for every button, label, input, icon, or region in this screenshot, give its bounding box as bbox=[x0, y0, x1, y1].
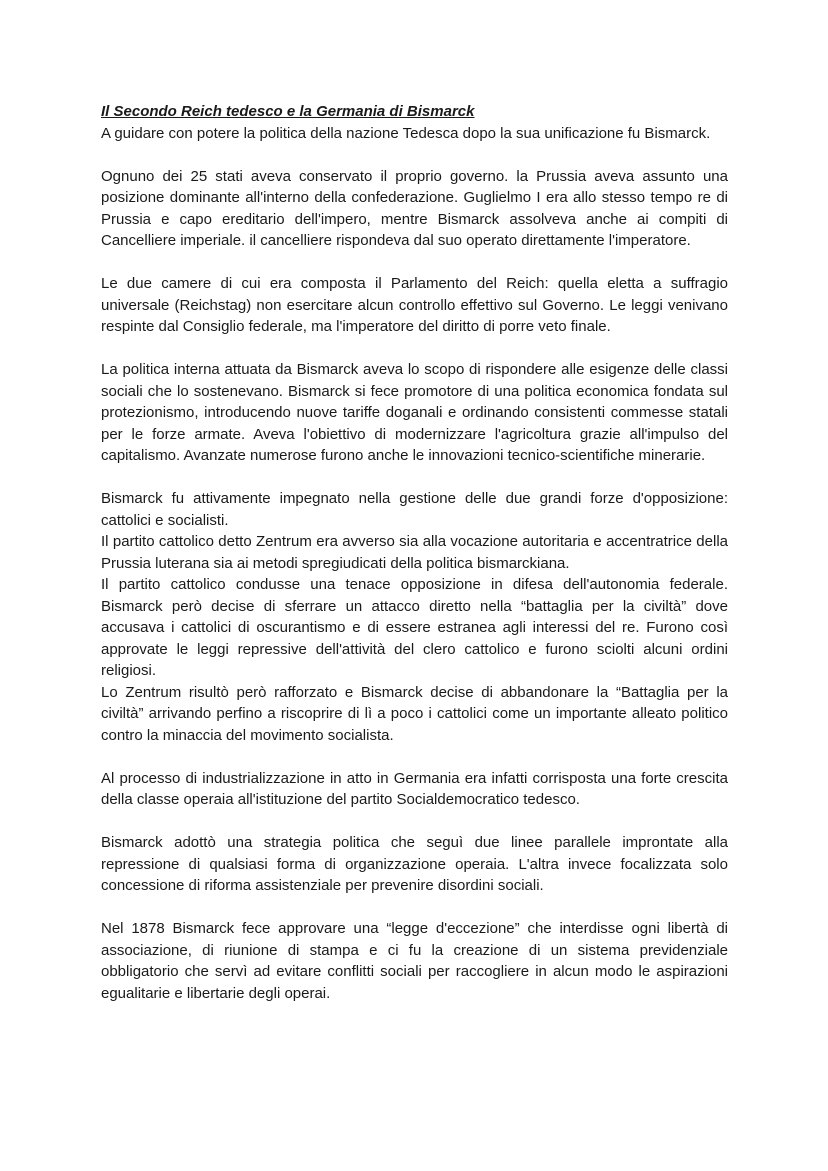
paragraph-opposizione: Bismarck fu attivamente impegnato nella gestione delle due grandi forze d'opposizione: cattolici e socialisti. bbox=[101, 490, 728, 529]
paragraph-battaglia: Il partito cattolico condusse una tenace opposizione in difesa dell'autonomia federale. Bismarck però decise di sferrare un attacco diretto nella “battaglia per la civiltà” dove accusava i cattolici di oscurantismo e di essere estranea agli interessi del re. Furono così approvate le leggi repressive dell'attività del clero cattolico e furono sciolti alcuni ordini religiosi. bbox=[101, 576, 728, 679]
paragraph-politica-interna: La politica interna attuata da Bismarck aveva lo scopo di rispondere alle esigenze delle classi sociali che lo sostenevano. Bismarck si fece promotore di una politica economica fondata sul protezionismo, introducendo nuove tariffe doganali e ordinando consistenti commesse statali per le forze armate. Aveva l'obiettivo di modernizzare l'agricoltura grazie all'impulso del capitalismo. Avanzate numerose furono anche le innovazioni tecnico-scientifiche minerarie. bbox=[101, 361, 728, 464]
paragraph-parlamento: Le due camere di cui era composta il Parlamento del Reich: quella eletta a suffragio universale (Reichstag) non esercitare alcun controllo effettivo sul Governo. Le leggi venivano respinte dal Consiglio federale, ma l'imperatore del diritto di porre veto finale. bbox=[101, 275, 728, 335]
intro-line: A guidare con potere la politica della nazione Tedesca dopo la sua unificazione fu Bismarck. bbox=[101, 124, 711, 142]
paragraph-zentrum: Il partito cattolico detto Zentrum era avverso sia alla vocazione autoritaria e accentratrice della Prussia luterana sia ai metodi spregiudicati della politica bismarckiana. bbox=[101, 533, 728, 572]
paragraph-industrializzazione: Al processo di industrializzazione in atto in Germania era infatti corrisposta una forte crescita della classe operaia all'istituzione del partito Socialdemocratico tedesco. bbox=[101, 769, 728, 808]
paragraph-strategia: Bismarck adottò una strategia politica che seguì due linee parallele improntate alla repressione di qualsiasi forma di organizzazione operaia. L'altra invece focalizzata solo concessione di riforma assistenziale per prevenire disordini sociali. bbox=[101, 834, 728, 894]
paragraph-zentrum-rafforzato: Lo Zentrum risultò però rafforzato e Bismarck decise di abbandonare la “Battaglia per la civiltà” arrivando perfino a riscoprire di lì a poco i cattolici come un importante alleato politico contro la minaccia del movimento socialista. bbox=[101, 683, 728, 744]
paragraph-stati: Ognuno dei 25 stati aveva conservato il proprio governo. la Prussia aveva assunto una posizione dominante all'interno della confederazione. Guglielmo I era allo stesso tempo re di Prussia e capo ereditario dell'impero, mentre Bismarck assolveva anche ai compiti di Cancelliere imperiale. il cancelliere rispondeva dal suo operato direttamente l'imperatore. bbox=[101, 167, 728, 249]
document-page bbox=[101, 101, 728, 1004]
document-title: Il Secondo Reich tedesco e la Germania di Bismarck bbox=[101, 103, 475, 120]
paragraph-legge-eccezione: Nel 1878 Bismarck fece approvare una “legge d'eccezione” che interdisse ogni libertà di associazione, di riunione di stampa e ci fu la creazione di un sistema previdenziale obbligatorio che servì ad evitare conflitti sociali per raccogliere in alcun modo le aspirazioni egualitarie e libertarie degli operai. bbox=[101, 920, 728, 1002]
